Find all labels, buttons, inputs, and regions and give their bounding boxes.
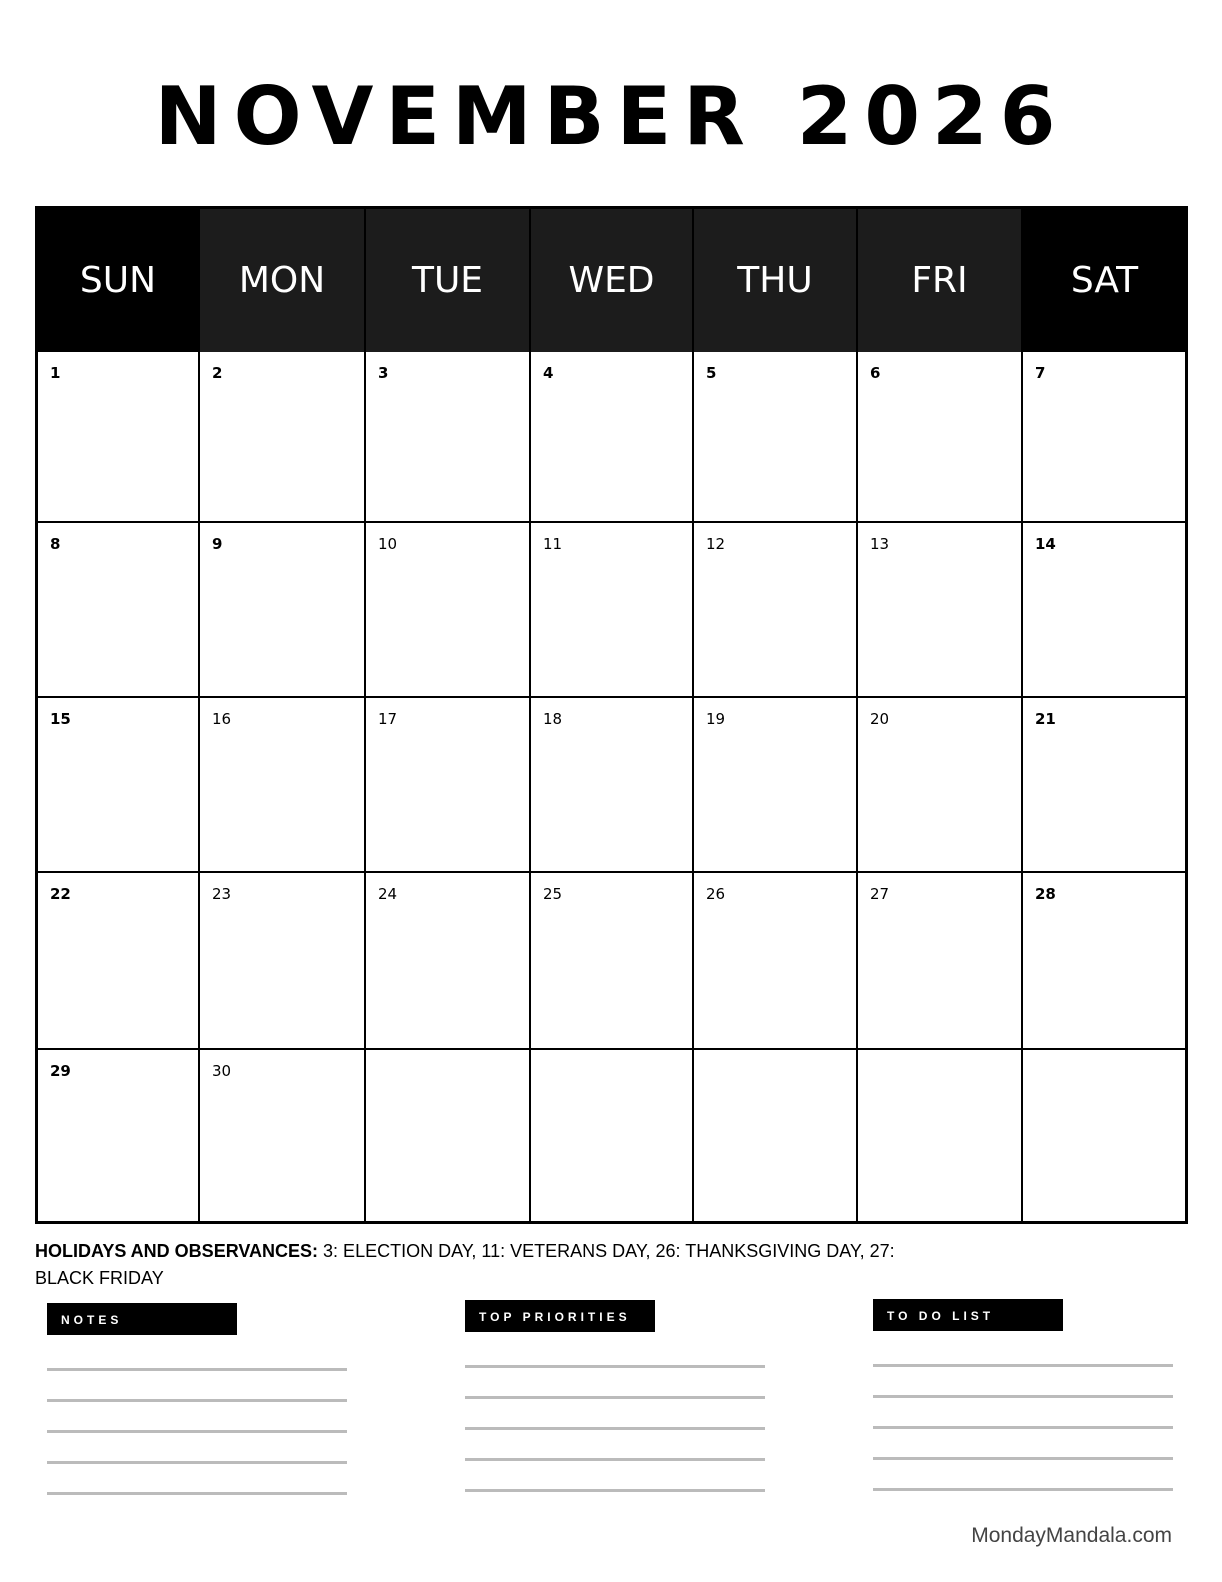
day-cell[interactable] — [531, 873, 694, 1050]
day-number: 23 — [212, 885, 232, 903]
day-number: 30 — [212, 1062, 232, 1080]
writing-line[interactable] — [47, 1368, 347, 1371]
day-number: 22 — [50, 885, 71, 903]
day-number: 5 — [706, 364, 717, 382]
day-cell[interactable] — [200, 873, 366, 1050]
writing-line[interactable] — [47, 1399, 347, 1402]
writing-line[interactable] — [465, 1458, 765, 1461]
writing-line[interactable] — [873, 1457, 1173, 1460]
day-number: 11 — [543, 535, 563, 553]
day-cell[interactable] — [1023, 1050, 1188, 1224]
day-number: 26 — [706, 885, 726, 903]
weekday-header: TUE — [366, 209, 531, 352]
calendar-grid — [35, 206, 1188, 1224]
holidays-label: HOLIDAYS AND OBSERVANCES: — [35, 1241, 319, 1261]
day-cell[interactable] — [531, 352, 694, 523]
writing-line[interactable] — [47, 1492, 347, 1495]
writing-line[interactable] — [465, 1365, 765, 1368]
weekday-header: WED — [531, 209, 694, 352]
day-cell[interactable] — [858, 523, 1023, 698]
day-cell[interactable] — [858, 1050, 1023, 1224]
day-cell[interactable] — [694, 698, 858, 873]
day-cell[interactable] — [38, 873, 200, 1050]
writing-line[interactable] — [465, 1489, 765, 1492]
page-title: NOVEMBER 2026 — [154, 70, 1068, 163]
day-number: 27 — [870, 885, 890, 903]
section-label: TO DO LIST — [873, 1299, 1063, 1331]
day-cell[interactable] — [366, 873, 531, 1050]
day-number: 10 — [378, 535, 398, 553]
day-number: 7 — [1035, 364, 1046, 382]
day-number: 17 — [378, 710, 398, 728]
writing-line[interactable] — [47, 1430, 347, 1433]
day-number: 12 — [706, 535, 726, 553]
day-cell[interactable] — [200, 1050, 366, 1224]
day-number: 21 — [1035, 710, 1056, 728]
writing-line[interactable] — [873, 1395, 1173, 1398]
holidays-list: 3: ELECTION DAY, 11: VETERANS DAY, 26: THANKSGIVING DAY, 27: BLACK FRIDAY — [35, 1241, 895, 1288]
day-cell[interactable] — [38, 523, 200, 698]
day-cell[interactable] — [694, 1050, 858, 1224]
day-number: 19 — [706, 710, 726, 728]
day-number: 3 — [378, 364, 389, 382]
weekday-header: MON — [200, 209, 366, 352]
weekday-header: SUN — [38, 209, 200, 352]
day-number: 20 — [870, 710, 890, 728]
writing-line[interactable] — [465, 1427, 765, 1430]
day-cell[interactable] — [531, 1050, 694, 1224]
day-number: 29 — [50, 1062, 71, 1080]
day-cell[interactable] — [1023, 698, 1188, 873]
day-number: 2 — [212, 364, 223, 382]
day-cell[interactable] — [858, 698, 1023, 873]
day-cell[interactable] — [366, 698, 531, 873]
day-number: 16 — [212, 710, 232, 728]
day-cell[interactable] — [1023, 873, 1188, 1050]
day-number: 24 — [378, 885, 398, 903]
day-number: 18 — [543, 710, 563, 728]
weekday-header: SAT — [1023, 209, 1188, 352]
holidays-text — [35, 1238, 935, 1292]
day-cell[interactable] — [858, 873, 1023, 1050]
day-cell[interactable] — [38, 352, 200, 523]
day-number: 4 — [543, 364, 554, 382]
day-cell[interactable] — [200, 352, 366, 523]
day-cell[interactable] — [366, 1050, 531, 1224]
day-cell[interactable] — [366, 523, 531, 698]
day-number: 14 — [1035, 535, 1056, 553]
day-cell[interactable] — [1023, 352, 1188, 523]
day-cell[interactable] — [200, 523, 366, 698]
day-cell[interactable] — [38, 1050, 200, 1224]
day-cell[interactable] — [694, 873, 858, 1050]
day-cell[interactable] — [200, 698, 366, 873]
weekday-header: THU — [694, 209, 858, 352]
day-cell[interactable] — [366, 352, 531, 523]
section-label: TOP PRIORITIES — [465, 1300, 655, 1332]
section-label: NOTES — [47, 1303, 237, 1335]
writing-line[interactable] — [873, 1426, 1173, 1429]
weekday-header: FRI — [858, 209, 1023, 352]
day-cell[interactable] — [531, 523, 694, 698]
day-cell[interactable] — [1023, 523, 1188, 698]
day-number: 15 — [50, 710, 71, 728]
day-cell[interactable] — [38, 698, 200, 873]
writing-line[interactable] — [873, 1488, 1173, 1491]
day-number: 6 — [870, 364, 881, 382]
writing-line[interactable] — [47, 1461, 347, 1464]
brand-logo: MondayMandala.com — [971, 1524, 1172, 1547]
day-number: 25 — [543, 885, 563, 903]
day-cell[interactable] — [531, 698, 694, 873]
day-number: 9 — [212, 535, 223, 553]
writing-line[interactable] — [465, 1396, 765, 1399]
day-cell[interactable] — [694, 523, 858, 698]
day-number: 1 — [50, 364, 61, 382]
day-number: 8 — [50, 535, 61, 553]
day-number: 28 — [1035, 885, 1056, 903]
writing-line[interactable] — [873, 1364, 1173, 1367]
day-cell[interactable] — [858, 352, 1023, 523]
day-cell[interactable] — [694, 352, 858, 523]
day-number: 13 — [870, 535, 890, 553]
